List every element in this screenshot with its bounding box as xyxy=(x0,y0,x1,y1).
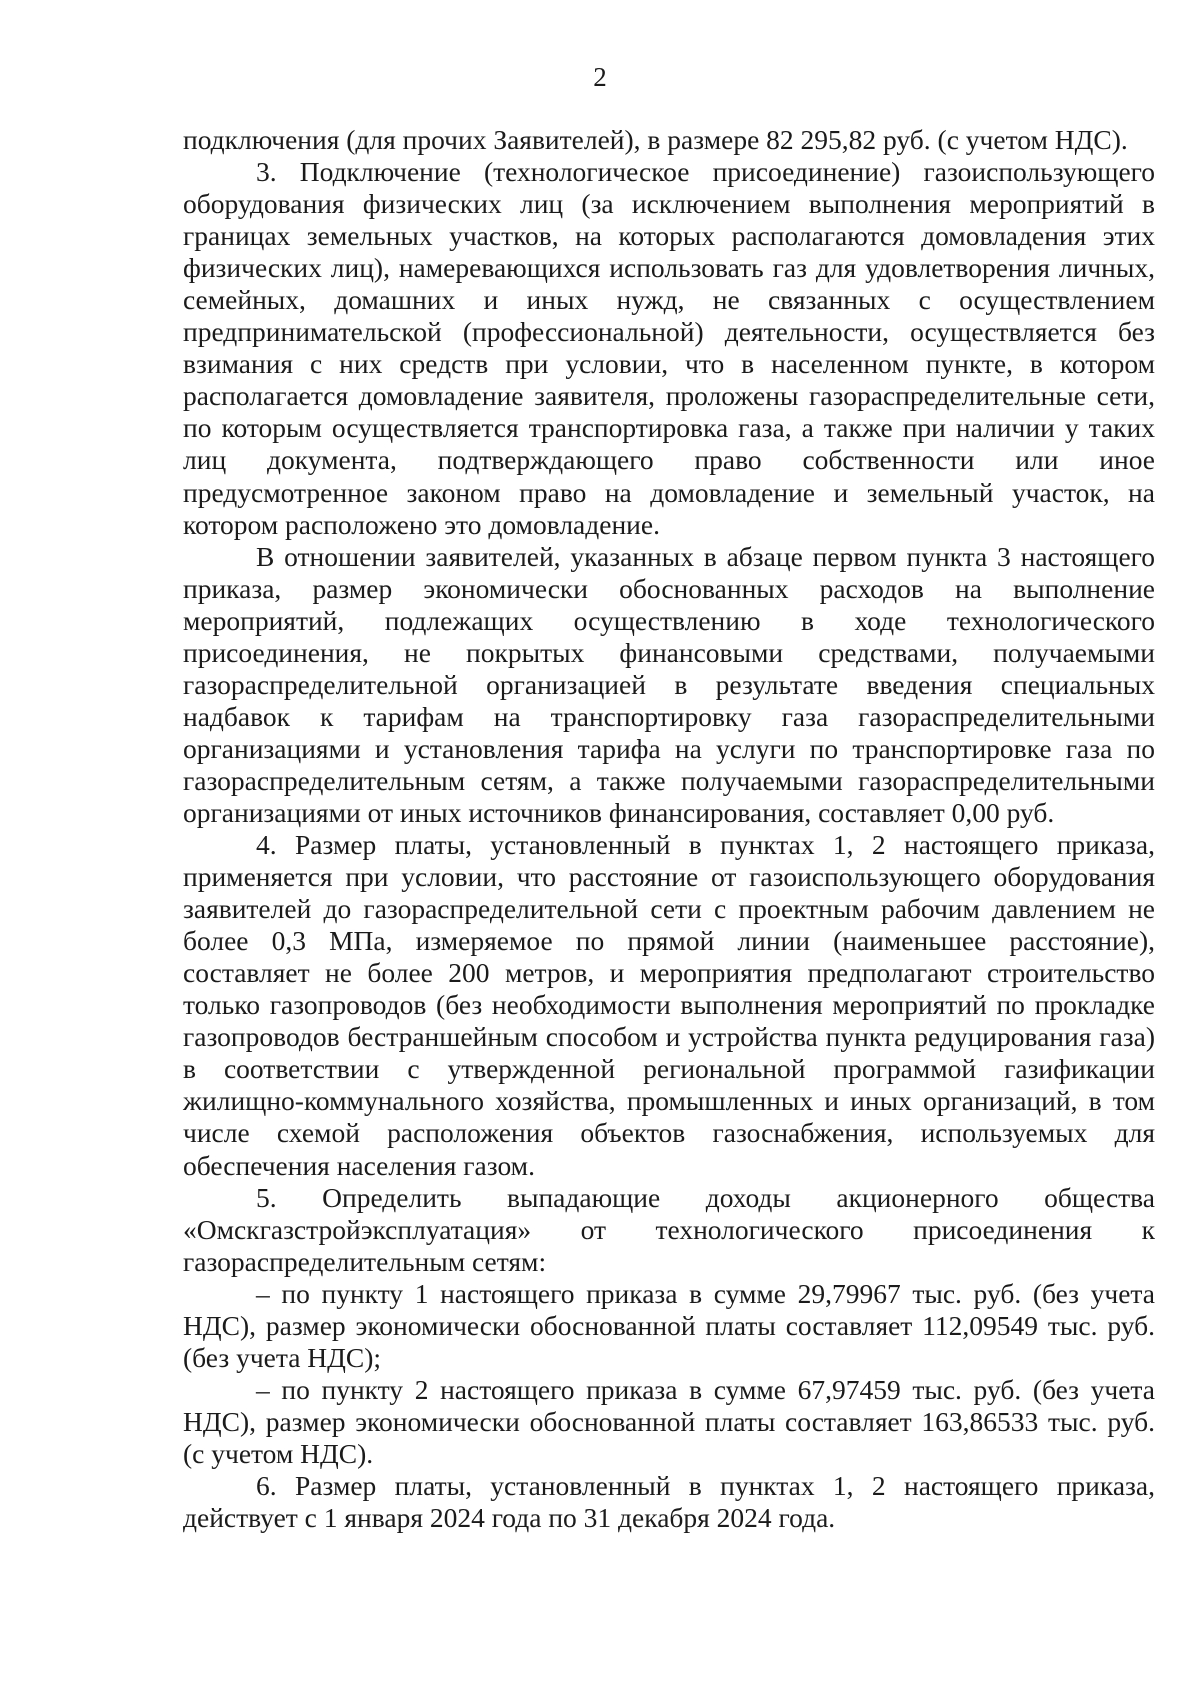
paragraph-item-4: 4. Размер платы, установленный в пунктах 1, 2 настоящего приказа, применяется при условии, что расстояние от газоиспользующего оборудования заявителей до газораспределительной сети с проектным рабочим давлением не более 0,3 МПа, измеряемое по прямой линии (наименьшее расстояние), составляет не более 200 метров, и мероприятия предполагают строительство только газопроводов (без необходимости выполнения мероприятий по прокладке газопроводов бестраншейным способом и устройства пункта редуцирования газа) в соответствии с утвержденной региональной программой газификации жилищно-коммунального хозяйства, промышленных и иных организаций, в том числе схемой расположения объектов газоснабжения, используемых для обеспечения населения газом. xyxy=(183,829,1155,1181)
page-number: 2 xyxy=(593,62,607,92)
paragraph-item-5: 5. Определить выпадающие доходы акционерного общества «Омскгазстройэксплуатация» от технологического присоединения к газораспределительным сетям: xyxy=(183,1181,1155,1277)
paragraph-item-5-point-1: – по пункту 1 настоящего приказа в сумме 29,79967 тыс. руб. (без учета НДС), размер экономически обоснованной платы составляет 112,09549 тыс. руб. (без учета НДС); xyxy=(183,1277,1155,1373)
document-body xyxy=(183,124,1155,1534)
paragraph-item-3-applicants: В отношении заявителей, указанных в абзаце первом пункта 3 настоящего приказа, размер экономически обоснованных расходов на выполнение мероприятий, подлежащих осуществлению в ходе технологического присоединения, не покрытых финансовыми средствами, получаемыми газораспределительной организацией в результате введения специальных надбавок к тарифам на транспортировку газа газораспределительными организациями и установления тарифа на услуги по транспортировке газа по газораспределительным сетям, а также получаемыми газораспределительными организациями от иных источников финансирования, составляет 0,00 руб. xyxy=(183,540,1155,828)
paragraph-item-3: 3. Подключение (технологическое присоединение) газоиспользующего оборудования физических лиц (за исключением выполнения мероприятий в границах земельных участков, на которых располагаются домовладения этих физических лиц), намеревающихся использовать газ для удовлетворения личных, семейных, домашних и иных нужд, не связанных с осуществлением предпринимательской (профессиональной) деятельности, осуществляется без взимания с них средств при условии, что в населенном пункте, в котором располагается домовладение заявителя, проложены газораспределительные сети, по которым осуществляется транспортировка газа, а также при наличии у таких лиц документа, подтверждающего право собственности или иное предусмотренное законом право на домовладение и земельный участок, на котором расположено это домовладение. xyxy=(183,156,1155,540)
paragraph-continuation: подключения (для прочих Заявителей), в размере 82 295,82 руб. (с учетом НДС). xyxy=(183,124,1128,155)
paragraph-item-5-point-2: – по пункту 2 настоящего приказа в сумме 67,97459 тыс. руб. (без учета НДС), размер экономически обоснованной платы составляет 163,86533 тыс. руб. (с учетом НДС). xyxy=(183,1373,1155,1469)
paragraph-item-6: 6. Размер платы, установленный в пунктах 1, 2 настоящего приказа, действует с 1 января 2024 года по 31 декабря 2024 года. xyxy=(183,1469,1155,1534)
